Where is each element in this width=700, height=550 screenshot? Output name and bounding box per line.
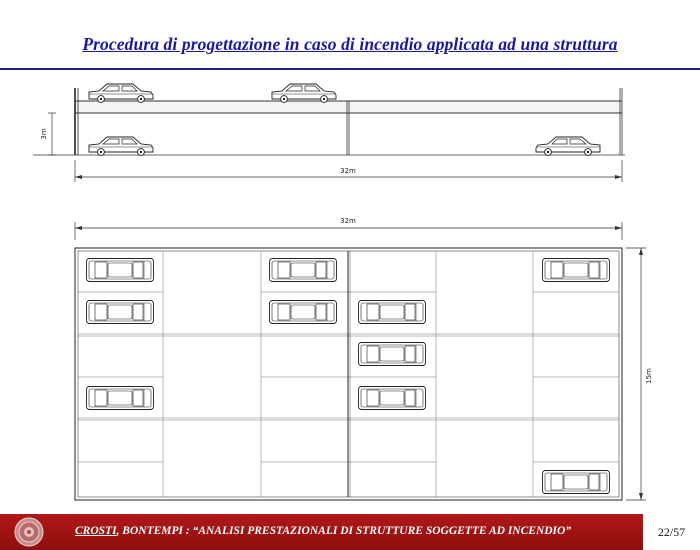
car-top-9 xyxy=(359,387,426,410)
footer xyxy=(0,514,700,550)
upper-slab xyxy=(75,101,622,113)
plan-width-label: 32m xyxy=(340,217,356,225)
university-seal-icon xyxy=(14,517,44,547)
car-side-upper-2 xyxy=(272,84,336,102)
car-side-upper-1 xyxy=(89,84,153,102)
footer-citation-rest: , BONTEMPI : “ANALISI PRESTAZIONALI DI STRUTTURE SOGGETTE AD INCENDIO” xyxy=(116,525,572,537)
plan-view xyxy=(75,217,653,500)
footer-bar xyxy=(0,514,643,550)
page-number: 22/57 xyxy=(657,525,686,539)
car-top-6 xyxy=(359,301,426,324)
car-top-10 xyxy=(543,471,610,494)
footer-author-underlined: CROSTI xyxy=(75,525,117,537)
car-side-lower-2 xyxy=(536,137,600,155)
car-top-3 xyxy=(543,259,610,282)
car-top-4 xyxy=(87,301,154,324)
car-side-lower-1 xyxy=(89,137,153,155)
car-top-1 xyxy=(87,259,154,282)
car-top-5 xyxy=(270,301,337,324)
slide-title: Procedura di progettazione in caso di incendio applicata ad una struttura xyxy=(82,34,618,54)
section-view xyxy=(33,84,625,182)
plan-depth-label: 15m xyxy=(645,368,653,384)
section-height-label: 3m xyxy=(40,128,48,140)
car-top-8 xyxy=(87,387,154,410)
section-width-label: 32m xyxy=(340,167,356,175)
footer-citation xyxy=(75,525,571,537)
car-top-2 xyxy=(270,259,337,282)
car-top-7 xyxy=(359,343,426,366)
